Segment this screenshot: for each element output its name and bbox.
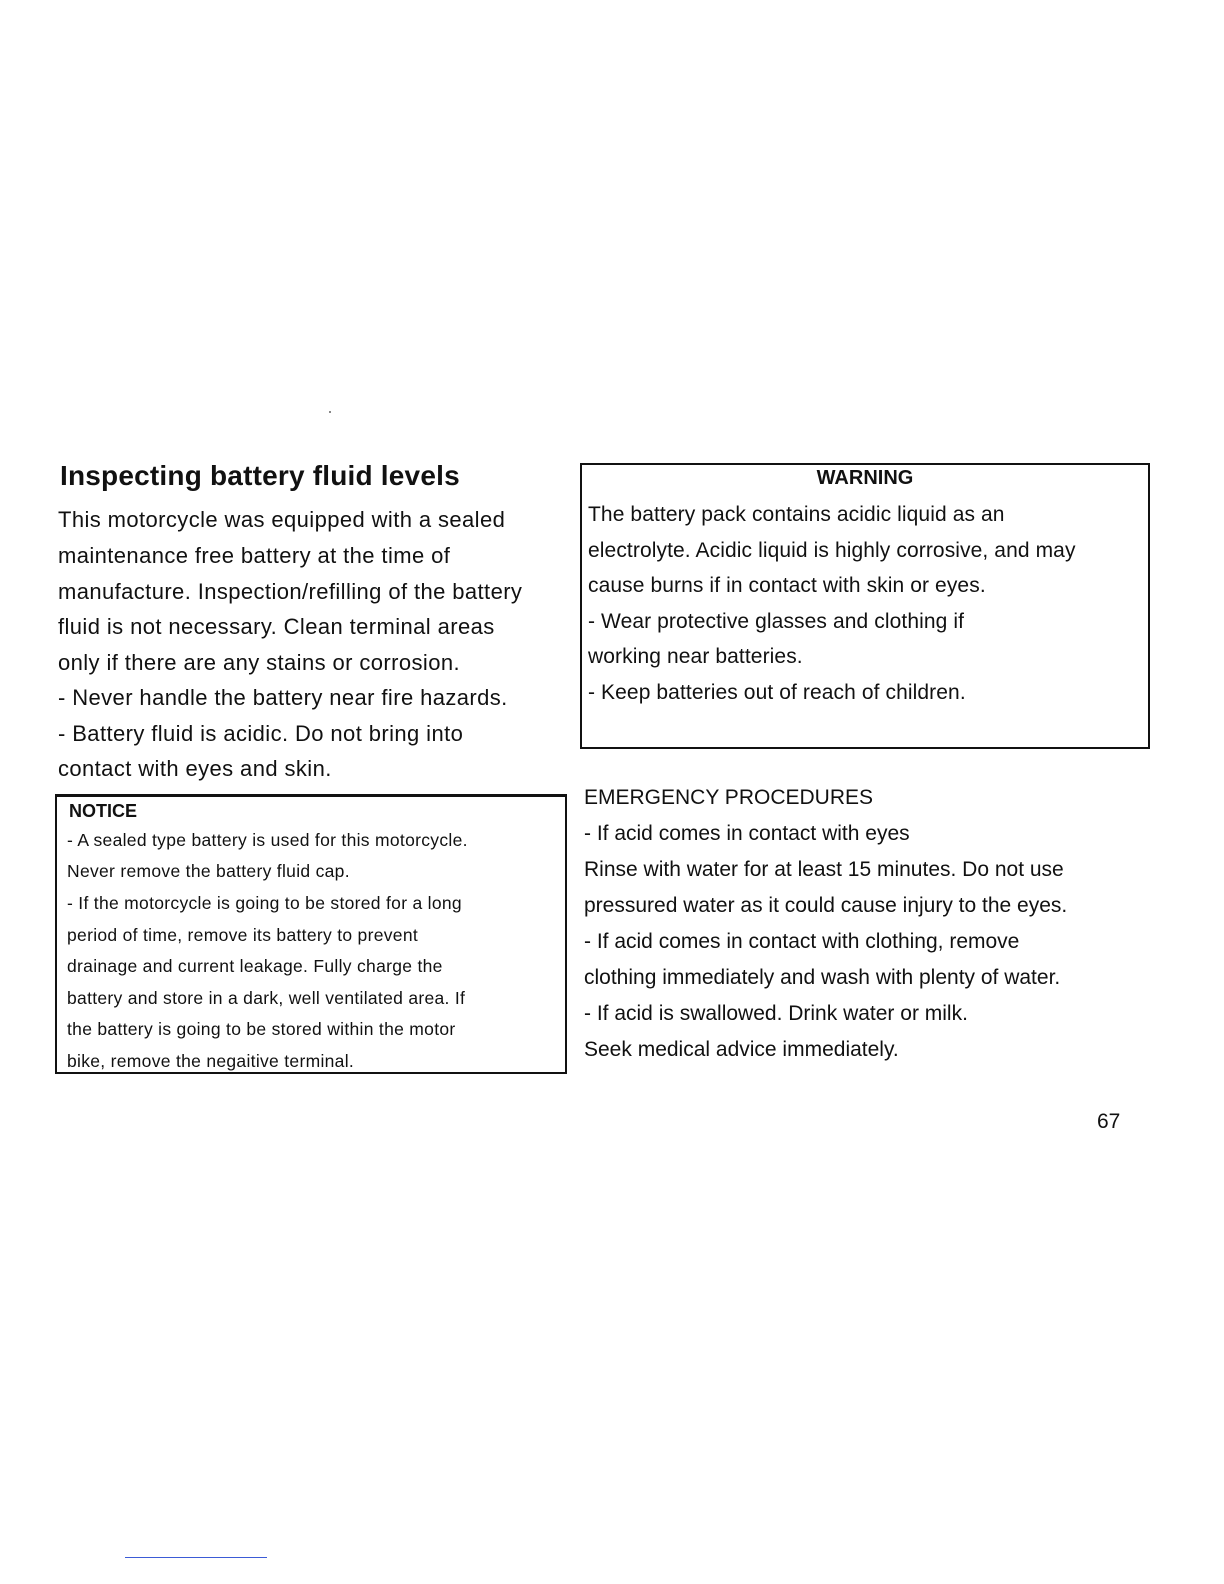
body-line: - Never handle the battery near fire hazards. <box>58 685 508 710</box>
warning-heading: WARNING <box>816 467 914 489</box>
warning-line: working near batteries. <box>588 645 803 668</box>
notice-line: bike, remove the negaitive terminal. <box>67 1051 355 1071</box>
scan-speck <box>329 411 331 413</box>
body-line: contact with eyes and skin. <box>58 756 332 781</box>
body-line: maintenance free battery at the time of <box>58 543 451 568</box>
section-body <box>58 502 578 792</box>
notice-line: drainage and current leakage. Fully charge the <box>67 956 443 976</box>
notice-heading: NOTICE <box>69 801 138 821</box>
emergency-procedures <box>584 780 1184 1080</box>
warning-line: - Keep batteries out of reach of children. <box>588 681 966 704</box>
body-line: manufacture. Inspection/refilling of the battery <box>58 579 523 604</box>
emergency-line: - If acid is swallowed. Drink water or milk. <box>584 1002 968 1025</box>
emergency-line: - If acid comes in contact with eyes <box>584 822 910 845</box>
body-line: - Battery fluid is acidic. Do not bring into <box>58 721 464 746</box>
emergency-line: Rinse with water for at least 15 minutes. Do not use <box>584 858 1064 881</box>
section-title: Inspecting battery fluid levels <box>60 460 460 491</box>
warning-line: The battery pack contains acidic liquid as an <box>588 503 1005 526</box>
warning-line: - Wear protective glasses and clothing if <box>588 610 965 633</box>
footer-rule <box>125 1557 267 1558</box>
emergency-line: - If acid comes in contact with clothing, remove <box>584 930 1020 953</box>
emergency-line: pressured water as it could cause injury to the eyes. <box>584 894 1068 917</box>
emergency-heading: EMERGENCY PROCEDURES <box>584 786 873 809</box>
body-line: fluid is not necessary. Clean terminal areas <box>58 614 495 639</box>
notice-line: Never remove the battery fluid cap. <box>67 861 350 881</box>
page-number: 67 <box>1097 1110 1121 1133</box>
notice-line: period of time, remove its battery to prevent <box>67 925 419 945</box>
emergency-line: Seek medical advice immediately. <box>584 1038 899 1061</box>
notice-line: - A sealed type battery is used for this motorcycle. <box>67 830 468 850</box>
body-line: This motorcycle was equipped with a sealed <box>58 507 506 532</box>
notice-line: the battery is going to be stored within the motor <box>67 1019 456 1039</box>
notice-line: battery and store in a dark, well ventilated area. If <box>67 988 466 1008</box>
notice-line: - If the motorcycle is going to be stored for a long <box>67 893 462 913</box>
warning-line: electrolyte. Acidic liquid is highly corrosive, and may <box>588 539 1076 562</box>
emergency-line: clothing immediately and wash with plenty of water. <box>584 966 1061 989</box>
notice-box <box>55 794 567 1074</box>
body-line: only if there are any stains or corrosion. <box>58 650 460 675</box>
warning-box <box>580 463 1150 749</box>
warning-line: cause burns if in contact with skin or eyes. <box>588 574 986 597</box>
